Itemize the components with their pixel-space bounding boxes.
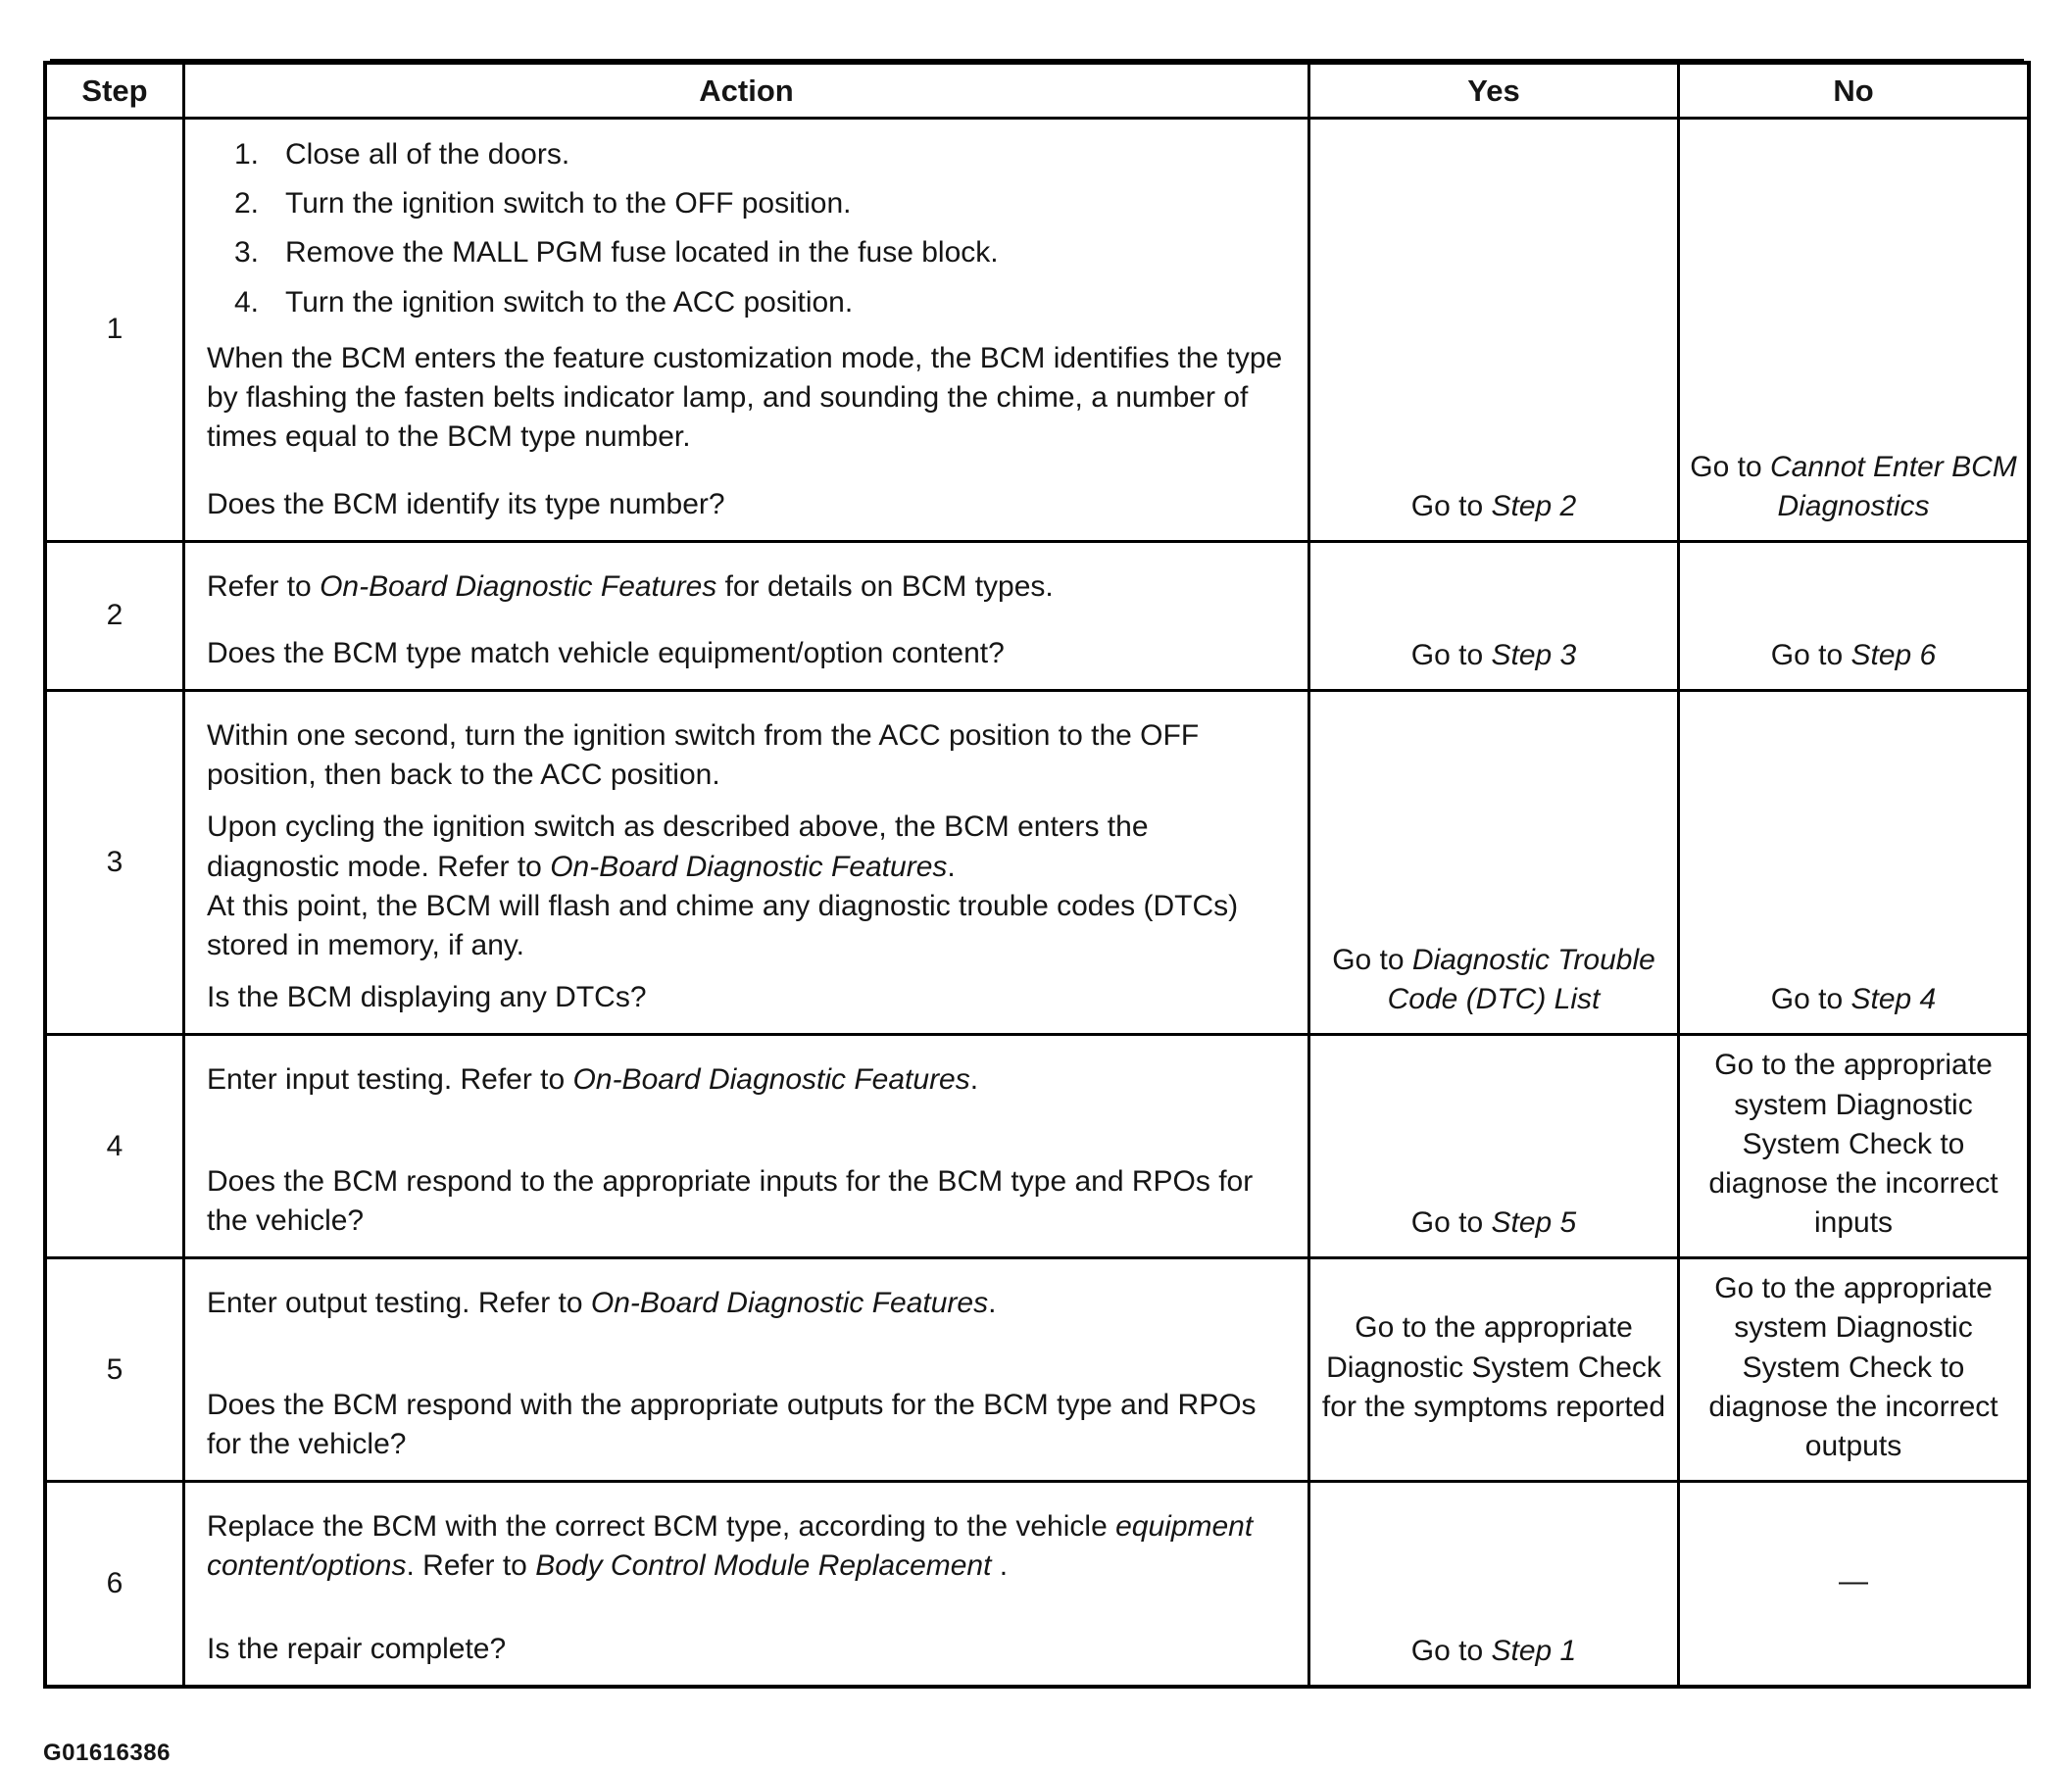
step-cell xyxy=(47,1036,182,1256)
action-paragraph xyxy=(207,1284,1286,1323)
text-segment: Step 4 xyxy=(1850,983,1937,1016)
yes-result-text xyxy=(1411,487,1576,526)
text-segment: . xyxy=(991,1549,1009,1583)
text-segment: equipment content/options xyxy=(207,1510,1254,1583)
yes-cell xyxy=(1307,120,1677,540)
yes-cell xyxy=(1307,543,1677,689)
yes-cell xyxy=(1307,1259,1677,1480)
step-item-number: 2. xyxy=(234,187,260,221)
text-segment: Step 2 xyxy=(1491,489,1577,522)
text-segment: Go to xyxy=(1410,489,1492,522)
action-cell xyxy=(182,120,1307,540)
yes-result-text xyxy=(1411,636,1576,675)
step-item-text: Turn the ignition switch to the OFF position. xyxy=(285,187,852,221)
question-text xyxy=(207,621,1286,673)
text-segment: Does the BCM respond with the appropriate outputs for the BCM type and RPOs for the vehicle? xyxy=(207,1388,1257,1460)
text-segment: . xyxy=(988,1287,997,1320)
no-result-text xyxy=(1688,1269,2019,1466)
no-result-text xyxy=(1771,980,1936,1019)
step-item-number: 3. xyxy=(234,236,260,270)
column-header-step: Step xyxy=(81,74,148,108)
table-row xyxy=(47,692,2027,1036)
action-paragraph xyxy=(207,887,1286,965)
yes-result-text xyxy=(1411,1203,1576,1243)
yes-cell xyxy=(1307,1483,1677,1685)
action-paragraph xyxy=(207,808,1286,886)
yes-result-text xyxy=(1318,941,1669,1019)
action-paragraph xyxy=(207,567,1286,607)
step-cell xyxy=(47,543,182,689)
text-segment: Go to xyxy=(1410,638,1492,671)
numbered-steps xyxy=(234,135,1286,322)
text-segment: Go to xyxy=(1332,943,1412,976)
step-item-text: Close all of the doors. xyxy=(285,138,570,171)
text-segment: On-Board Diagnostic Features xyxy=(550,850,948,883)
text-segment: Is the BCM displaying any DTCs? xyxy=(207,981,647,1014)
step-item-text: Remove the MALL PGM fuse located in the fuse block. xyxy=(285,236,999,270)
text-segment: Replace the BCM with the correct BCM type, according to the vehicle xyxy=(207,1510,1116,1544)
yes-cell xyxy=(1307,692,1677,1033)
no-cell xyxy=(1677,1259,2027,1480)
question-text xyxy=(207,1617,1286,1669)
no-cell xyxy=(1677,1036,2027,1256)
step-cell xyxy=(47,120,182,540)
action-paragraph xyxy=(207,1507,1286,1586)
action-paragraph xyxy=(207,716,1286,795)
no-cell xyxy=(1677,1483,2027,1685)
step-cell xyxy=(47,1259,182,1480)
numbered-step-item xyxy=(234,283,1286,322)
text-segment: — xyxy=(1839,1565,1868,1598)
table-row xyxy=(47,1259,2027,1483)
text-segment: Does the BCM identify its type number? xyxy=(207,487,725,520)
no-result-text xyxy=(1771,636,1936,675)
no-cell xyxy=(1677,120,2027,540)
step-number: 1 xyxy=(106,313,123,346)
text-segment: On-Board Diagnostic Features xyxy=(572,1063,970,1097)
question-text xyxy=(207,472,1286,524)
step-number: 6 xyxy=(106,1567,123,1600)
text-segment: . xyxy=(969,1063,979,1097)
text-segment: Is the repair complete? xyxy=(207,1633,507,1665)
text-segment: At this point, the BCM will flash and chime any diagnostic trouble codes (DTCs) stored in memory, if any. xyxy=(207,889,1239,961)
text-segment: Go to xyxy=(1410,1635,1492,1667)
step-item-text: Turn the ignition switch to the ACC position. xyxy=(285,285,854,319)
column-header-action: Action xyxy=(182,65,1307,117)
text-segment: Step 5 xyxy=(1491,1206,1577,1240)
step-item-number: 4. xyxy=(234,285,260,319)
no-result-text xyxy=(1688,1046,2019,1243)
text-segment: On-Board Diagnostic Features xyxy=(590,1287,989,1320)
step-number: 5 xyxy=(106,1352,123,1386)
no-result-text xyxy=(1839,1562,1868,1601)
text-segment: Go to the appropriate system Diagnostic System Check to diagnose the incorrect inputs xyxy=(1708,1049,1998,1240)
text-segment: Step 3 xyxy=(1491,638,1577,671)
text-segment: Go to the appropriate Diagnostic System Check for the symptoms reported xyxy=(1321,1311,1666,1423)
question-text xyxy=(207,1373,1286,1464)
text-segment: Refer to xyxy=(207,570,321,603)
yes-cell xyxy=(1307,1036,1677,1256)
text-segment: Go to xyxy=(1410,1206,1492,1240)
text-segment: On-Board Diagnostic Features xyxy=(320,570,717,603)
action-paragraph xyxy=(207,339,1286,458)
table-row xyxy=(47,543,2027,692)
diagnostic-table xyxy=(43,61,2031,1689)
no-cell xyxy=(1677,543,2027,689)
action-cell xyxy=(182,1483,1307,1685)
text-segment: Go to xyxy=(1690,450,1770,483)
text-segment: Step 1 xyxy=(1491,1635,1577,1667)
step-number: 3 xyxy=(106,846,123,879)
action-cell xyxy=(182,543,1307,689)
text-segment: Diagnostic Trouble Code (DTC) List xyxy=(1387,943,1655,1016)
column-header-no: No xyxy=(1677,65,2027,117)
action-cell xyxy=(182,692,1307,1033)
text-segment: for details on BCM types. xyxy=(716,570,1054,603)
text-segment: Does the BCM respond to the appropriate inputs for the BCM type and RPOs for the vehicle? xyxy=(207,1164,1254,1238)
question-text xyxy=(207,1150,1286,1241)
text-segment: Go to the appropriate system Diagnostic System Check to diagnose the incorrect outputs xyxy=(1708,1272,1998,1462)
text-segment: Go to xyxy=(1770,638,1851,671)
table-header-row xyxy=(47,65,2027,120)
table-row xyxy=(47,1036,2027,1259)
text-segment: Enter input testing. Refer to xyxy=(207,1063,573,1097)
text-segment: Cannot Enter BCM Diagnostics xyxy=(1769,450,2017,522)
figure-id: G01616386 xyxy=(43,1740,171,1767)
action-paragraph xyxy=(207,1060,1286,1100)
step-number: 2 xyxy=(106,599,123,632)
yes-result-text xyxy=(1411,1632,1576,1671)
step-number: 4 xyxy=(106,1129,123,1162)
step-item-number: 1. xyxy=(234,138,260,171)
question-text xyxy=(207,965,1286,1017)
step-cell xyxy=(47,692,182,1033)
text-segment: Enter output testing. Refer to xyxy=(207,1287,591,1320)
text-segment: Step 6 xyxy=(1850,638,1937,671)
text-segment: Within one second, turn the ignition switch from the ACC position to the OFF position, then back to the ACC position. xyxy=(207,719,1200,792)
no-cell xyxy=(1677,692,2027,1033)
numbered-step-item xyxy=(234,184,1286,223)
column-header-yes: Yes xyxy=(1307,65,1677,117)
table-row xyxy=(47,120,2027,543)
table-body xyxy=(47,120,2027,1685)
text-segment: . Refer to xyxy=(406,1549,536,1583)
text-segment: Upon cycling the ignition switch as described above, the BCM enters the diagnostic mode. Refer to xyxy=(207,810,1149,883)
text-segment: Does the BCM type match vehicle equipment/option content? xyxy=(207,636,1005,669)
text-segment: Go to xyxy=(1770,983,1851,1016)
step-cell xyxy=(47,1483,182,1685)
numbered-step-item xyxy=(234,233,1286,272)
table-row xyxy=(47,1483,2027,1685)
text-segment: . xyxy=(947,850,956,883)
yes-result-text xyxy=(1318,1308,1669,1427)
action-cell xyxy=(182,1036,1307,1256)
numbered-step-item xyxy=(234,135,1286,174)
action-cell xyxy=(182,1259,1307,1480)
text-segment: Body Control Module Replacement xyxy=(535,1549,992,1583)
text-segment: When the BCM enters the feature customization mode, the BCM identifies the type by flashing the fasten belts indicator lamp, and sounding the chime, a number of times equal to the BCM type number. xyxy=(207,341,1283,454)
no-result-text xyxy=(1688,448,2019,526)
